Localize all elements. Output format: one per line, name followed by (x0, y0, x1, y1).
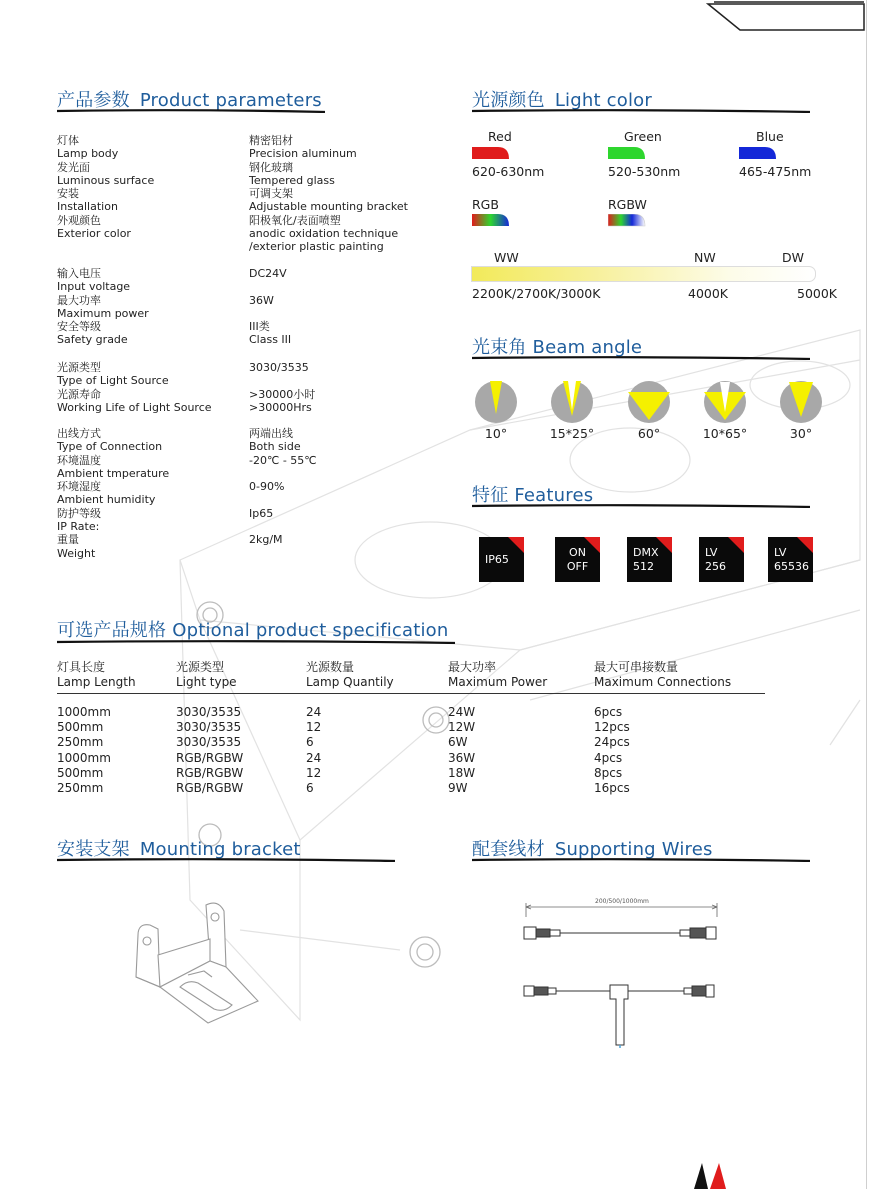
spec-header-en: Maximum Connections (594, 675, 732, 689)
wire-length-label: 200/500/1000mm (595, 898, 649, 905)
heading-cn: 光束角 (472, 337, 527, 358)
heading-cn: 配套线材 (472, 839, 545, 860)
cct-nw-value: 4000K (688, 286, 729, 301)
beam-30-icon (779, 380, 823, 424)
footer-brand-marks (694, 1163, 734, 1189)
param-labels-1 (57, 134, 154, 240)
mounting-bracket-illustration (128, 895, 263, 1030)
param-label: 环境湿度 (57, 480, 101, 494)
spec-header-cn: 最大可串接数量 (594, 660, 679, 674)
spec-cell: 9W (448, 781, 468, 795)
cct-gradient-bar (471, 266, 816, 282)
param-label: 外观颜色 (57, 213, 101, 227)
param-label: 光源寿命 (57, 387, 101, 401)
param-label: 出线方式 (57, 427, 101, 440)
param-value: Tempered glass (249, 173, 335, 187)
spec-cell: RGB/RGBW (176, 750, 244, 765)
param-values-2 (249, 267, 291, 347)
spec-header-cn: 最大功率 (448, 660, 497, 674)
spec-cell: 12W (448, 720, 476, 735)
param-values-1 (249, 134, 408, 254)
feature-on-off-badge (555, 537, 600, 582)
spec-header-en: Maximum Power (448, 675, 548, 689)
green-swatch (608, 147, 646, 160)
blue-label: Blue (756, 129, 784, 144)
spec-cell: 6 (306, 781, 314, 795)
heading-en: Supporting Wires (554, 839, 713, 860)
rgbw-label: RGBW (608, 197, 647, 212)
param-value: 可调支架 (249, 187, 293, 201)
param-label: Lamp body (57, 147, 119, 161)
heading-en: Mounting bracket (139, 839, 301, 860)
blue-swatch (739, 147, 777, 160)
param-label: 重量 (57, 533, 79, 547)
spec-cell: 24pcs (594, 735, 630, 750)
spec-header-cn: 光源类型 (176, 660, 225, 674)
cct-ww-value: 2200K/2700K/3000K (472, 286, 601, 301)
feature-text: 256 (705, 559, 726, 573)
param-label: Input voltage (57, 280, 131, 294)
spec-header-en: Light type (176, 675, 237, 689)
red-swatch (472, 147, 510, 160)
param-label: 最大功率 (57, 293, 101, 307)
param-labels-4 (57, 427, 169, 560)
param-value: >30000Hrs (249, 400, 312, 414)
param-value: Precision aluminum (249, 147, 357, 161)
param-label: 输入电压 (57, 267, 101, 280)
spec-cell: 6pcs (594, 705, 623, 719)
param-value: /exterior plastic painting (249, 240, 384, 254)
feature-text: DMX (633, 545, 659, 559)
param-labels-3 (57, 361, 212, 414)
spec-cell: 24 (306, 705, 322, 719)
spec-header-quantity (306, 660, 394, 690)
spec-cell: 6 (306, 735, 314, 750)
spec-cell: 3030/3535 (176, 705, 242, 719)
spec-cell: 24 (306, 750, 322, 765)
param-values-3 (249, 361, 315, 414)
red-range: 620-630nm (472, 164, 545, 179)
feature-lv256-badge (699, 537, 744, 582)
param-values-4 (249, 427, 317, 547)
corner-tab-decoration (706, 0, 866, 32)
param-value: 精密铝材 (249, 134, 293, 147)
spec-cell: 6W (448, 735, 468, 750)
spec-cell: 8pcs (594, 765, 623, 780)
feature-text: LV (705, 545, 718, 559)
spec-cell: 16pcs (594, 781, 630, 795)
heading-underline (57, 109, 327, 113)
param-value: DC24V (249, 267, 287, 280)
spec-cell: 12pcs (594, 720, 630, 735)
spec-cell: 12 (306, 765, 322, 780)
feature-text: IP65 (485, 552, 509, 566)
heading-en: Optional product specification (172, 620, 449, 641)
param-label: 灯体 (57, 134, 79, 147)
beam-10-icon (474, 380, 518, 424)
param-value: 钢化玻璃 (249, 160, 293, 174)
beam-label: 10*65° (702, 426, 748, 441)
rgb-swatch (472, 214, 510, 227)
feature-text: LV (774, 545, 787, 559)
param-label: Weight (57, 546, 96, 560)
param-label: Type of Connection (57, 440, 163, 454)
cct-dw-value: 5000K (797, 286, 838, 301)
feature-text: 65536 (774, 559, 809, 573)
spec-header-light-type (176, 660, 237, 690)
param-labels-2 (57, 267, 149, 347)
spec-header-power (448, 660, 547, 690)
heading-cn: 产品参数 (57, 90, 130, 111)
supporting-wires-illustration (520, 895, 725, 1050)
feature-ip65-badge (479, 537, 524, 582)
heading-en: Light color (554, 90, 652, 111)
beam-label: 30° (789, 426, 813, 441)
blue-range: 465-475nm (739, 164, 812, 179)
heading-en: Features (514, 485, 594, 506)
spec-cell: 12 (306, 720, 322, 735)
spec-cell: 36W (448, 750, 476, 765)
param-label: 发光面 (57, 160, 90, 174)
heading-en: Product parameters (139, 90, 322, 111)
beam-label: 15*25° (549, 426, 595, 441)
beam-60-icon (627, 380, 671, 424)
param-value: Both side (249, 440, 301, 454)
heading-underline (57, 640, 457, 644)
param-label: Working Life of Light Source (57, 400, 212, 414)
heading-optional-spec (57, 616, 449, 642)
param-value: Class III (249, 333, 292, 347)
param-label: Ambient tmperature (57, 466, 170, 480)
param-label: 安装 (57, 187, 79, 201)
spec-cell: 250mm (57, 735, 104, 750)
param-label: Ambient humidity (57, 493, 156, 507)
spec-cell: 250mm (57, 781, 104, 795)
beam-label: 60° (637, 426, 661, 441)
spec-cell: 1000mm (57, 705, 111, 719)
red-label: Red (488, 129, 512, 144)
beam-15x25-icon (550, 380, 594, 424)
spec-cell: RGB/RGBW (176, 781, 244, 795)
param-value: anodic oxidation technique (249, 227, 399, 241)
param-value: 阳极氧化/表面喷塑 (249, 213, 341, 227)
beam-label: 10° (484, 426, 508, 441)
param-value: 2kg/M (249, 533, 283, 547)
spec-header-divider (57, 693, 765, 694)
feature-text: 512 (633, 559, 654, 573)
spec-cell: 3030/3535 (176, 735, 242, 750)
param-label: Luminous surface (57, 173, 155, 187)
feature-dmx512-badge (627, 537, 672, 582)
param-label: Type of Light Source (57, 374, 169, 388)
spec-cell: 24W (448, 705, 476, 719)
rgbw-swatch (608, 214, 646, 227)
rgb-label: RGB (472, 197, 499, 212)
spec-cell: 500mm (57, 720, 104, 735)
heading-en: Beam angle (532, 337, 643, 358)
cct-ww-label: WW (494, 250, 519, 265)
spec-cell: 1000mm (57, 750, 111, 765)
param-label: 安全等级 (57, 320, 101, 334)
param-label: Safety grade (57, 333, 128, 347)
param-label: Exterior color (57, 227, 131, 241)
spec-cell: 3030/3535 (176, 720, 242, 735)
spec-cell: 18W (448, 765, 476, 780)
param-value: 3030/3535 (249, 361, 309, 374)
spec-cell: RGB/RGBW (176, 765, 244, 780)
param-value: 两端出线 (249, 427, 293, 440)
feature-lv65536-badge (768, 537, 813, 582)
cct-dw-label: DW (782, 250, 804, 265)
param-value: Adjustable mounting bracket (249, 200, 408, 214)
beam-10x65-icon (703, 380, 747, 424)
heading-underline (472, 356, 812, 360)
param-value: III类 (249, 320, 270, 334)
spec-cell: 500mm (57, 765, 104, 780)
param-value: 0-90% (249, 480, 285, 494)
spec-header-cn: 灯具长度 (57, 660, 106, 674)
heading-cn: 安装支架 (57, 839, 130, 860)
param-label: 防护等级 (57, 506, 101, 520)
spec-cell: 4pcs (594, 750, 623, 765)
heading-cn: 光源颜色 (472, 90, 545, 111)
green-range: 520-530nm (608, 164, 681, 179)
green-label: Green (624, 129, 662, 144)
param-label: Maximum power (57, 306, 149, 320)
param-label: 环境温度 (57, 453, 101, 467)
cct-nw-label: NW (694, 250, 716, 265)
heading-cn: 可选产品规格 (57, 620, 167, 641)
param-label: Installation (57, 200, 118, 214)
heading-cn: 特征 (472, 485, 509, 506)
heading-underline (472, 109, 812, 113)
param-value: Ip65 (249, 506, 274, 520)
feature-text: OFF (566, 559, 589, 573)
spec-header-en: Lamp Length (57, 675, 136, 689)
param-label: IP Rate: (57, 520, 100, 534)
param-value: 36W (249, 293, 274, 307)
spec-header-length (57, 660, 136, 690)
heading-underline (472, 858, 812, 862)
param-label: 光源类型 (57, 361, 101, 374)
feature-text: ON (569, 545, 586, 559)
param-value: -20℃ - 55℃ (249, 453, 317, 467)
heading-underline (57, 858, 397, 862)
spec-header-connections (594, 660, 731, 690)
spec-header-cn: 光源数量 (306, 660, 355, 674)
spec-header-en: Lamp Quantily (306, 675, 394, 689)
param-value: >30000小时 (249, 387, 316, 401)
heading-underline (472, 504, 812, 508)
